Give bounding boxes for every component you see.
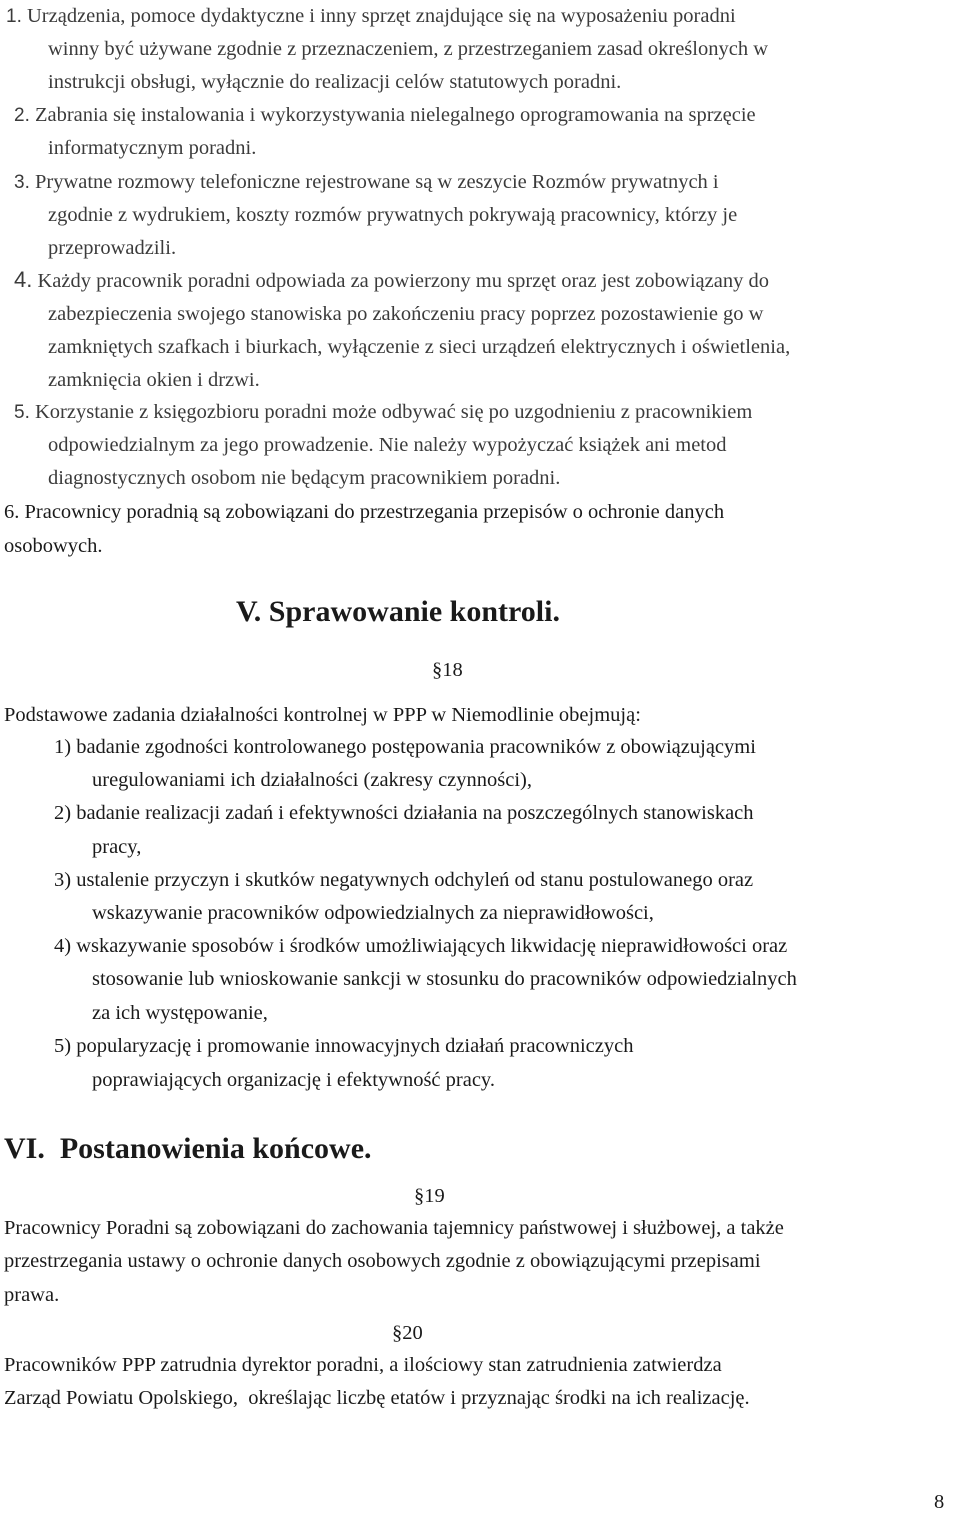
- item-text: diagnostycznych osobom nie będącym pracownikiem poradni.: [48, 467, 561, 489]
- item-number: 3.: [14, 172, 30, 193]
- item-text: przeprowadzili.: [48, 237, 177, 259]
- item-text: Prywatne rozmowy telefoniczne rejestrowane są w zeszycie Rozmów prywatnych i: [34, 171, 719, 193]
- item-text: informatycznym poradni.: [48, 137, 257, 159]
- control-task-text: za ich występowanie,: [92, 1002, 268, 1024]
- control-task-item: 1) badanie zgodności kontrolowanego postępowania pracowników z obowiązującymi: [54, 736, 756, 758]
- item-text: odpowiedzialnym za jego prowadzenie. Nie należy wypożyczać książek ani metod: [48, 434, 727, 456]
- item-text: zabezpieczenia swojego stanowiska po zakończeniu pracy poprzez pozostawienie go w: [48, 303, 764, 325]
- paragraph-text: prawa.: [4, 1284, 60, 1306]
- paragraph-mark: §20: [392, 1322, 423, 1344]
- item-text: Urządzenia, pomoce dydaktyczne i inny sprzęt znajdujące się na wyposażeniu poradni: [26, 5, 736, 27]
- item-number: 4.: [14, 267, 33, 292]
- item-text: Zabrania się instalowania i wykorzystywania nielegalnego oprogramowania na sprzęcie: [34, 104, 756, 126]
- paragraph-text: Pracowników PPP zatrudnia dyrektor poradni, a ilościowy stan zatrudnienia zatwierdza: [4, 1354, 722, 1376]
- item-text: zamknięcia okien i drzwi.: [48, 369, 260, 391]
- item-number: 5.: [14, 402, 30, 423]
- list-item: [6, 4, 736, 29]
- control-task-item: 2) badanie realizacji zadań i efektywności działania na poszczególnych stanowiskach: [54, 802, 754, 824]
- list-item: [4, 500, 724, 524]
- item-text: zamkniętych szafkach i biurkach, wyłączenie z sieci urządzeń elektrycznych i oświetlenia,: [48, 336, 791, 358]
- item-text: Pracownicy poradnią są zobowiązani do przestrzegania przepisów o ochronie danych: [24, 501, 725, 523]
- paragraph-text: Zarząd Powiatu Opolskiego, określając liczbę etatów i przyznając środki na ich realizację.: [4, 1387, 750, 1409]
- list-item: [14, 400, 752, 425]
- item-text: Każdy pracownik poradni odpowiada za powierzony mu sprzęt oraz jest zobowiązany do: [37, 270, 769, 292]
- item-number: 6.: [4, 501, 20, 523]
- item-number: 2.: [14, 105, 30, 126]
- control-task-item: 5) popularyzację i promowanie innowacyjnych działań pracowniczych: [54, 1035, 634, 1057]
- item-text: zgodnie z wydrukiem, koszty rozmów prywatnych pokrywają pracownicy, którzy je: [48, 204, 738, 226]
- page-number: 8: [934, 1491, 945, 1513]
- section-intro: Podstawowe zadania działalności kontrolnej w PPP w Niemodlinie obejmują:: [4, 704, 641, 726]
- list-item: [14, 268, 769, 293]
- control-task-text: pracy,: [92, 836, 142, 858]
- control-task-item: 3) ustalenie przyczyn i skutków negatywnych odchyleń od stanu postulowanego oraz: [54, 869, 754, 891]
- paragraph-text: Pracownicy Poradni są zobowiązani do zachowania tajemnicy państwowej i służbowej, a także: [4, 1217, 784, 1239]
- paragraph-text: przestrzegania ustawy o ochronie danych osobowych zgodnie z obowiązującymi przepisami: [4, 1250, 761, 1272]
- control-task-text: poprawiających organizację i efektywność pracy.: [92, 1069, 495, 1091]
- item-number: 1.: [6, 6, 22, 27]
- list-item: [14, 103, 756, 128]
- list-item: [14, 170, 719, 195]
- item-text: winny być używane zgodnie z przeznaczeniem, z przestrzeganiem zasad określonych w: [48, 38, 769, 60]
- control-task-text: uregulowaniami ich działalności (zakresy czynności),: [92, 769, 533, 791]
- section-heading: V. Sprawowanie kontroli.: [236, 595, 560, 628]
- paragraph-mark: §18: [432, 659, 463, 681]
- item-text: instrukcji obsługi, wyłącznie do realizacji celów statutowych poradni.: [48, 71, 622, 93]
- item-text: Korzystanie z księgozbioru poradni może odbywać się po uzgodnieniu z pracownikiem: [34, 401, 753, 423]
- control-task-text: stosowanie lub wnioskowanie sankcji w stosunku do pracowników odpowiedzialnych: [92, 968, 797, 990]
- item-text: osobowych.: [4, 535, 103, 557]
- section-heading: VI. Postanowienia końcowe.: [4, 1132, 372, 1165]
- control-task-text: wskazywanie pracowników odpowiedzialnych za nieprawidłowości,: [92, 902, 654, 924]
- control-task-item: 4) wskazywanie sposobów i środków umożliwiających likwidację nieprawidłowości oraz: [54, 935, 788, 957]
- paragraph-mark: §19: [414, 1185, 445, 1207]
